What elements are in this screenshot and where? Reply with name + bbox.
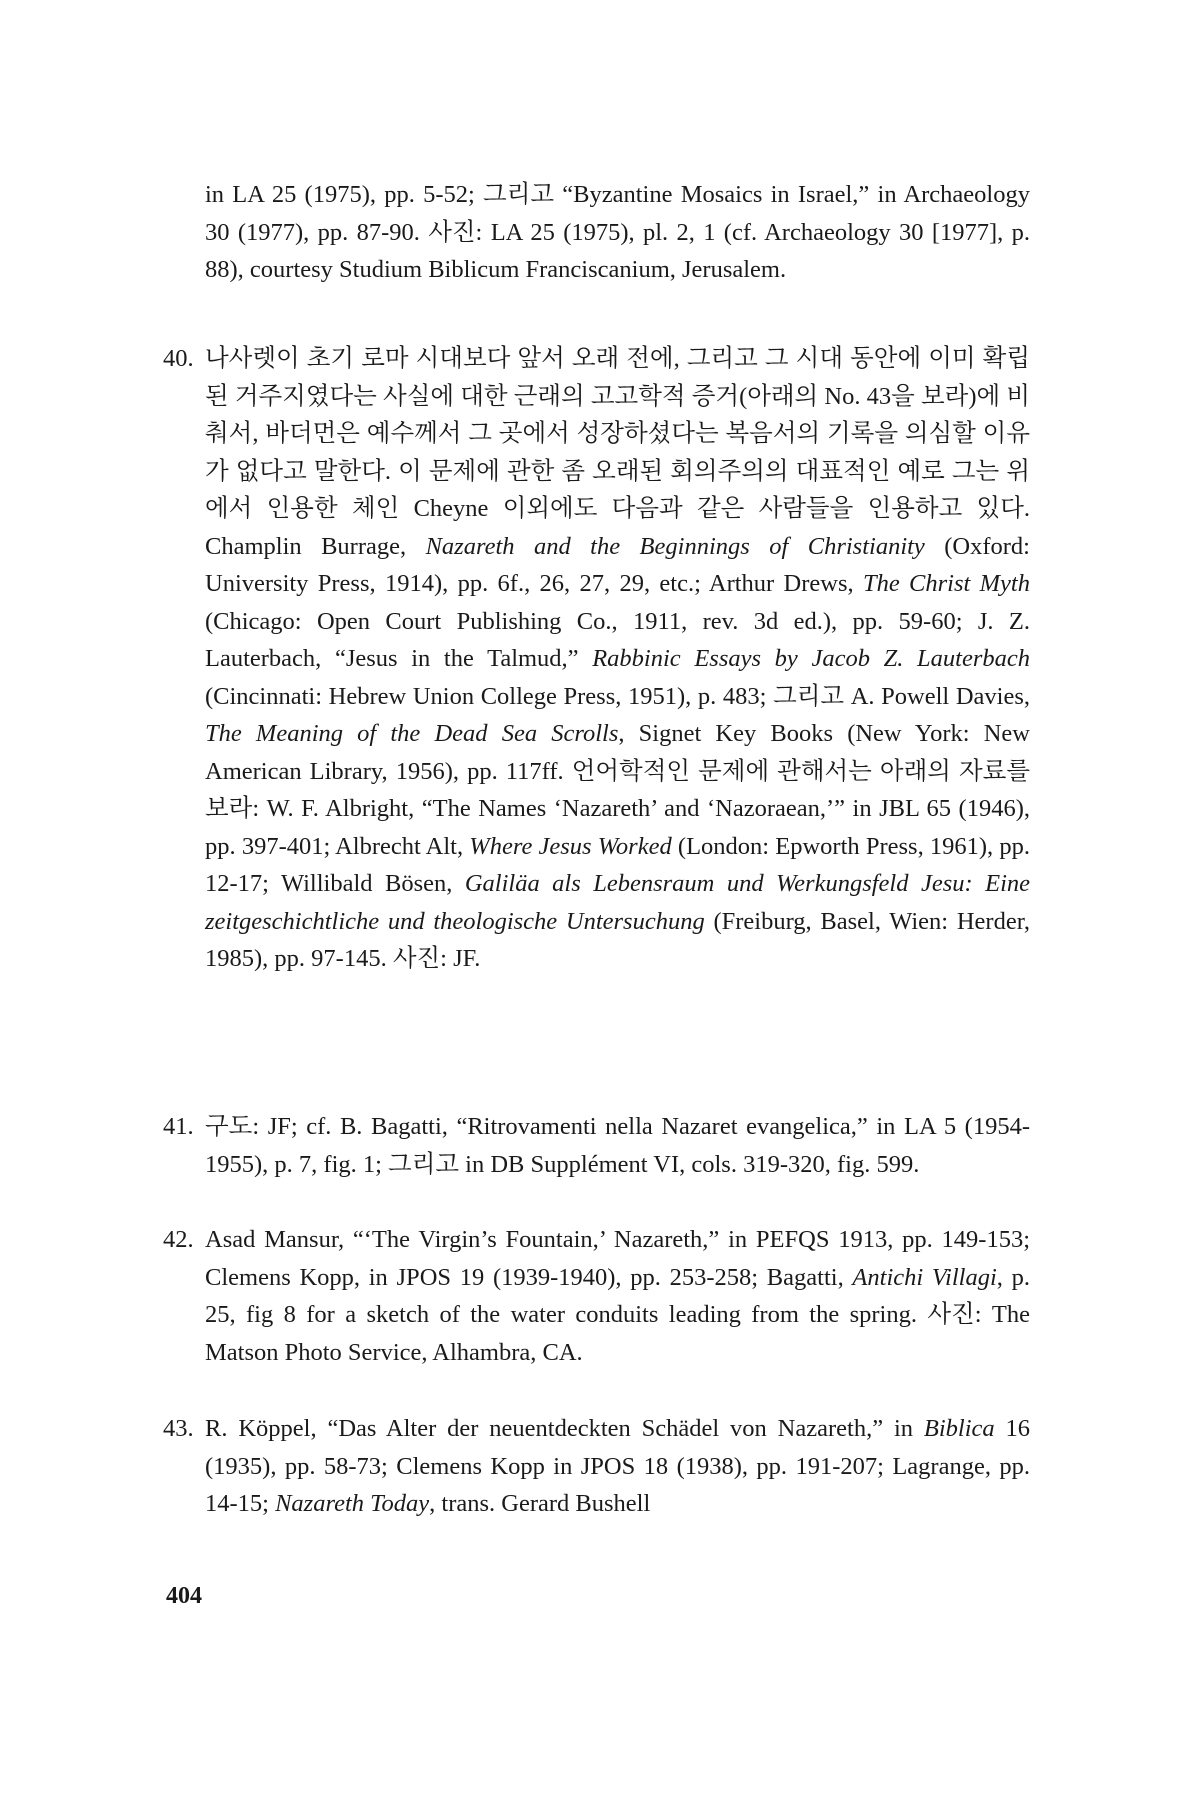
note-text: , trans. Gerard Bushell [429,1490,651,1517]
footnote-42 [163,1221,1031,1371]
note-text: 나사렛이 초기 로마 시대보다 앞서 오래 전에, 그리고 그 시대 동안에 이미 확립된 거주지였다는 사실에 대한 근래의 고고학적 증거(아래의 No. 43을 보라)에 비춰서, 바더먼은 예수께서 그 곳에서 성장하셨다는 복음서의 기록을 의심할 이유가 없다고 말한다. 이 문제에 관한 좀 오래된 회의주의의 대표적인 예로 그는 위에서 인용한 체인 Cheyne 이외에도 다음과 같은 사람들을 인용하고 있다. Champlin Burrage, [205,345,1030,560]
footnote-41 [163,1108,1030,1183]
footnote-39-continuation [205,176,1030,289]
journal-title: Biblica [923,1415,995,1442]
book-title: The Christ Myth [862,570,1030,597]
book-title: Antichi Villagi [852,1263,997,1291]
footnote-number: 41. [163,1113,194,1140]
book-title: Nazareth Today [275,1490,430,1517]
note-text: (Chicago: Open Court Publishing Co., 1911, rev. 3d ed.), pp. 59-60; J. Z. Lauterbach, “Jesus in the Talmud,” [205,607,1030,672]
book-title: Galiläa als Lebensraum und Werkungsfeld Jesu: Eine zeitgeschichtliche und theologische Untersuchung [205,870,1030,935]
note-text: (Freiburg, Basel, Wien: Herder, 1985), pp. 97-145. 사진: JF. [205,907,1030,972]
note-text: (London: Epworth Press, 1961), pp. 12-17; Willibald Bösen, [205,832,1030,897]
book-title: Nazareth and the Beginnings of Christianity [425,532,925,560]
footnote-number: 40. [163,345,194,372]
footnote-43 [163,1410,1031,1523]
note-text: R. Köppel, “Das Alter der neuentdeckten Schädel von Nazareth,” in [205,1415,924,1442]
footnote-number: 43. [163,1415,194,1442]
book-title: Rabbinic Essays by Jacob Z. Lauterbach [592,645,1030,672]
book-title: The Meaning of the Dead Sea Scrolls [205,720,619,747]
footnote-40 [163,340,1030,978]
book-title: Where Jesus Worked [469,832,672,860]
note-text: Asad Mansur, “‘The Virgin’s Fountain,’ Nazareth,” in PEFQS 1913, pp. 149-153; Clemens Kopp, in JPOS 19 (1939-1940), pp. 253-258; Bagatti, [205,1226,1030,1291]
page-number: 404 [166,1583,202,1609]
note-text: (Cincinnati: Hebrew Union College Press, 1951), p. 483; 그리고 A. Powell Davies, [205,682,1030,710]
note-text: 구도: JF; cf. B. Bagatti, “Ritrovamenti nella Nazaret evangelica,” in LA 5 (1954-1955), p. 7, fig. 1; 그리고 in DB Supplément VI, cols. 319-320, fig. 599. [205,1113,1030,1178]
note-text: in LA 25 (1975), pp. 5-52; 그리고 “Byzantine Mosaics in Israel,” in Archaeology 30 (1977), pp. 87-90. 사진: LA 25 (1975), pl. 2, 1 (cf. Archaeology 30 [1977], p. 88), courtesy Studium Biblicum Franciscanium, Jerusalem. [205,181,1030,283]
note-text: , p. 25, fig 8 for a sketch of the water conduits leading from the spring. 사진: The Matson Photo Service, Alhambra, CA. [205,1263,1031,1366]
note-text: , Signet Key Books (New York: New American Library, 1956), pp. 117ff. 언어학적인 문제에 관해서는 아래의 자료를 보라: W. F. Albright, “The Names ‘Nazareth’ and ‘Nazoraean,’” in JBL 65 (1946), pp. 397-401; Albrecht Alt, [205,720,1030,860]
note-text: 16 (1935), pp. 58-73; Clemens Kopp in JPOS 18 (1938), pp. 191-207; Lagrange, pp. 14-15; [205,1415,1031,1517]
note-text: (Oxford: University Press, 1914), pp. 6f., 26, 27, 29, etc.; Arthur Drews, [205,532,1030,597]
footnote-number: 42. [163,1226,194,1253]
